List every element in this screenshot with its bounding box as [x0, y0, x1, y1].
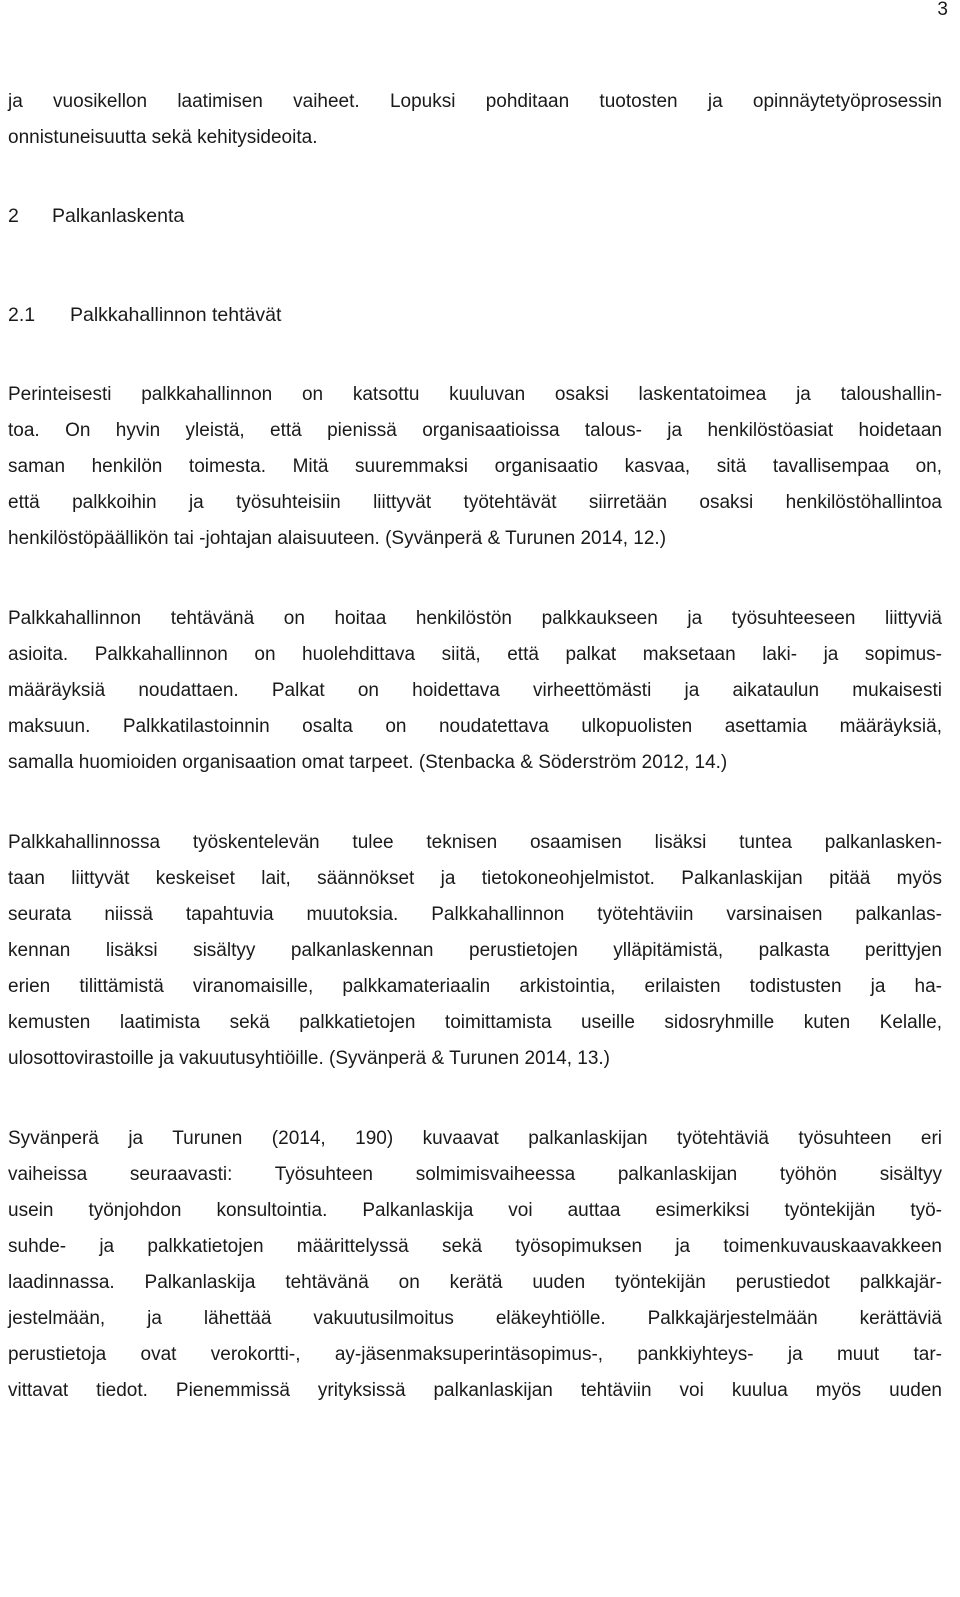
text-line: määräyksiä noudattaen. Palkat on hoidettava virheettömästi ja aikataulun mukaisesti — [8, 680, 942, 701]
text-line: jestelmään, ja lähettää vakuutusilmoitus eläkeyhtiölle. Palkkajärjestelmään kerättäviä — [8, 1308, 942, 1329]
body-paragraph-3 — [8, 825, 942, 1077]
subsection-number: 2.1 — [8, 304, 36, 326]
text-line: taan liittyvät keskeiset lait, säännökset ja tietokoneohjelmistot. Palkanlaskijan pitää myös — [8, 868, 942, 889]
text-line: vittavat tiedot. Pienemmissä yrityksissä palkanlaskijan tehtäviin voi kuulua myös uuden — [8, 1380, 942, 1401]
text-line: samalla huomioiden organisaation omat tarpeet. (Stenbacka & Söderström 2012, 14.) — [8, 752, 728, 773]
body-paragraph-4 — [8, 1121, 942, 1409]
section-heading — [8, 198, 942, 234]
page-body — [8, 84, 942, 1409]
text-line: perustietoja ovat verokortti-, ay-jäsenmaksuperintäsopimus-, pankkiyhteys- ja muut tar- — [8, 1344, 942, 1365]
text-line: Syvänperä ja Turunen (2014, 190) kuvaavat palkanlaskijan työtehtäviä työsuhteen eri — [8, 1128, 942, 1149]
subsection-heading — [8, 297, 942, 333]
text-line: että palkkoihin ja työsuhteisiin liittyvät työtehtävät siirretään osaksi henkilöstöhallintoa — [8, 492, 942, 513]
section-title: Palkanlaskenta — [52, 205, 185, 227]
text-line: kemusten laatimista sekä palkkatietojen toimittamista useille sidosryhmille kuten Kelalle, — [8, 1012, 942, 1033]
text-line: ja vuosikellon laatimisen vaiheet. Lopuksi pohditaan tuotosten ja opinnäytetyöprosessin — [8, 91, 942, 112]
text-line: onnistuneisuutta sekä kehitysideoita. — [8, 127, 318, 148]
text-line: henkilöstöpäällikön tai -johtajan alaisuuteen. (Syvänperä & Turunen 2014, 12.) — [8, 528, 667, 549]
text-line: maksuun. Palkkatilastoinnin osalta on noudatettava ulkopuolisten asettamia määräyksiä, — [8, 716, 942, 737]
body-paragraph-2 — [8, 601, 942, 781]
page-number: 3 — [937, 0, 948, 20]
text-line: seurata niissä tapahtuvia muutoksia. Palkkahallinnon työtehtäviin varsinaisen palkanlas- — [8, 904, 942, 925]
text-line: usein työnjohdon konsultointia. Palkanlaskija voi auttaa esimerkiksi työntekijän työ- — [8, 1200, 942, 1221]
text-line: erien tilittämistä viranomaisille, palkkamateriaalin arkistointia, erilaisten todistusten ja ha- — [8, 976, 942, 997]
subsection-title: Palkkahallinnon tehtävät — [70, 304, 282, 326]
text-line: Palkkahallinnossa työskentelevän tulee teknisen osaamisen lisäksi tuntea palkanlasken- — [8, 832, 942, 853]
text-line: ulosottovirastoille ja vakuutusyhtiöille. (Syvänperä & Turunen 2014, 13.) — [8, 1048, 611, 1069]
text-line: toa. On hyvin yleistä, että pienissä organisaatioissa talous- ja henkilöstöasiat hoidetaan — [8, 420, 942, 441]
text-line: Perinteisesti palkkahallinnon on katsottu kuuluvan osaksi laskentatoimea ja taloushallin- — [8, 384, 942, 405]
text-line: suhde- ja palkkatietojen määrittelyssä sekä työsopimuksen ja toimenkuvauskaavakkeen — [8, 1236, 942, 1257]
section-number: 2 — [8, 205, 19, 227]
intro-paragraph — [8, 84, 942, 156]
text-line: vaiheissa seuraavasti: Työsuhteen solmimisvaiheessa palkanlaskijan työhön sisältyy — [8, 1164, 942, 1185]
text-line: laadinnassa. Palkanlaskija tehtävänä on kerätä uuden työntekijän perustiedot palkkajär- — [8, 1272, 942, 1293]
text-line: saman henkilön toimesta. Mitä suuremmaksi organisaatio kasvaa, sitä tavallisempaa on, — [8, 456, 942, 477]
body-paragraph-1 — [8, 377, 942, 557]
text-line: kennan lisäksi sisältyy palkanlaskennan perustietojen ylläpitämistä, palkasta perittyjen — [8, 940, 942, 961]
text-line: Palkkahallinnon tehtävänä on hoitaa henkilöstön palkkaukseen ja työsuhteeseen liittyviä — [8, 608, 942, 629]
text-line: asioita. Palkkahallinnon on huolehdittava siitä, että palkat maksetaan laki- ja sopimus- — [8, 644, 942, 665]
